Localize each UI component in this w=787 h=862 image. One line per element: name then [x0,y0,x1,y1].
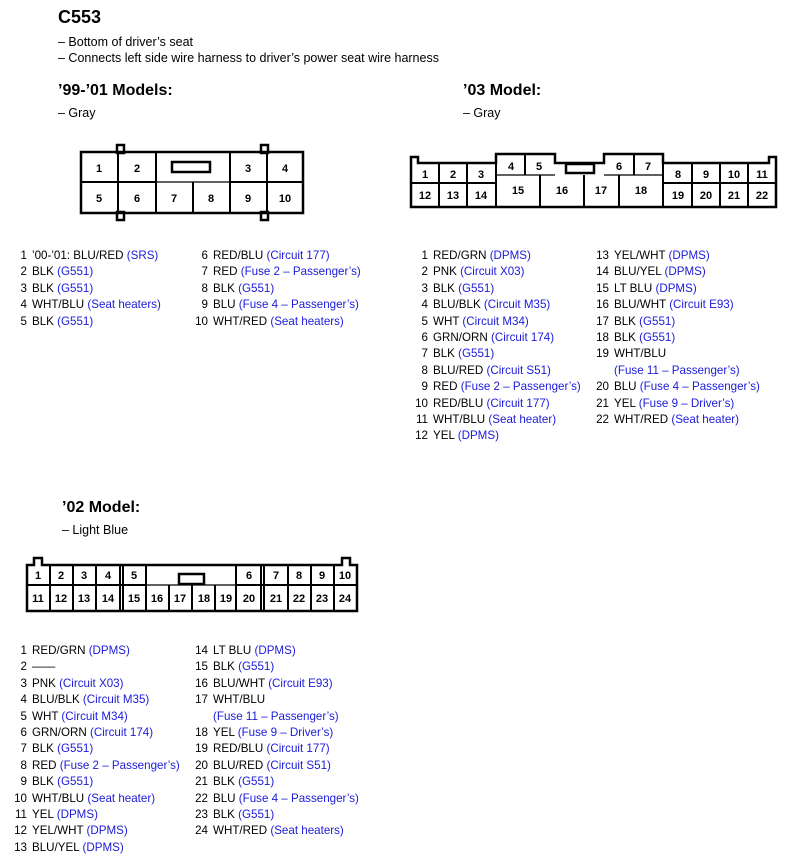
wire-color: BLU/WHT [614,298,670,312]
pin-number: 8 [421,363,428,377]
pin-number: 16 [596,298,609,312]
circuit-reference: (DPMS) [655,281,697,295]
pin-label: 9 [702,169,710,181]
color-note-02: – Light Blue [62,523,129,537]
pin-number: 6 [201,249,208,262]
wire-color: RED [433,380,461,394]
circuit-reference: (Fuse 2 – Passenger’s) [240,265,361,279]
pin-label: 15 [511,185,525,197]
circuit-reference: (Circuit X03) [59,676,124,690]
color-note-99-01: – Gray [58,106,96,120]
circuit-reference: (G551) [639,314,676,328]
pin-label: 7 [170,193,178,205]
pin-entry [11,823,128,839]
pin-number: 3 [20,676,27,690]
pin-label: 22 [755,190,769,202]
pin-label: 10 [338,570,352,582]
pin-number: 14 [195,644,208,657]
circuit-reference: (Fuse 2 – Passenger’s) [59,758,180,772]
wire-color: YEL [32,808,57,821]
pin-label: 1 [421,169,429,181]
wire-color: BLU [614,380,640,394]
pin-entry [593,297,734,313]
pin-number: 17 [596,314,609,328]
circuit-reference: (Seat heater) [671,413,739,426]
circuit-reference: (G551) [57,281,94,295]
pin-label: 15 [127,593,141,605]
pin-number: 10 [195,314,208,328]
wire-color: BLK [32,281,58,295]
pin-entry [593,379,760,395]
circuit-reference: (Fuse 11 – Passenger’s) [213,709,339,723]
circuit-reference: (G551) [57,314,94,328]
pin-entry [193,297,359,313]
wire-color: RED [32,758,60,772]
circuit-reference: (DPMS) [82,840,124,854]
wire-color: BLK [32,742,58,756]
pin-label: 8 [295,570,303,582]
pin-entry [193,643,296,659]
pin-number: 20 [195,758,208,772]
pin-entry [593,248,710,264]
wire-color: WHT/BLU [433,413,489,426]
wire-color: RED/BLU [213,742,267,756]
wire-color: BLU/RED [433,363,487,377]
pin-entry [413,396,550,412]
pin-number: 19 [195,742,208,756]
pin-number: 8 [201,281,208,295]
section-title-02: ’02 Model: [62,499,141,516]
wire-color: RED [213,265,241,279]
wire-color: YEL/WHT [32,824,87,838]
wire-color: YEL/WHT [614,249,669,262]
pin-entry [13,297,161,313]
pin-number: 1 [421,249,428,262]
color-note-03: – Gray [463,106,501,120]
wire-color: ’00-’01: BLU/RED [32,249,127,262]
section-title-03: ’03 Model: [463,82,542,99]
circuit-reference: (Seat heaters) [87,298,161,312]
pin-entry [193,264,361,280]
location-description: – Bottom of driver’s seat [58,35,194,49]
wire-color: BLK [213,281,239,295]
harness-description: – Connects left side wire harness to driver’s power seat wire harness [58,51,439,65]
pin-number: 4 [20,298,27,312]
wire-color: WHT/BLU [32,791,88,805]
circuit-reference: (Circuit M35) [483,298,551,312]
pin-label: 7 [644,161,652,173]
pin-entry [11,676,124,692]
wire-color: BLK [213,660,239,674]
connector-title: C553 [58,7,102,27]
pin-entry [593,281,697,297]
pin-number: 22 [195,791,208,805]
connector-diagram-03 [408,151,780,211]
wire-color: LT BLU [213,644,255,657]
pin-label: 3 [477,169,485,181]
pin-number: 10 [14,791,27,805]
pin-label: 4 [507,161,515,173]
pin-entry [193,709,339,725]
pin-number: 9 [20,775,27,789]
circuit-reference: (Circuit X03) [460,265,525,279]
pin-label: 2 [449,169,457,181]
circuit-reference: (Fuse 9 – Driver’s) [237,726,334,739]
circuit-reference: (G551) [57,742,94,756]
pin-entry [593,330,675,346]
pin-label: 18 [634,185,648,197]
pin-number: 21 [195,775,208,789]
pin-label: 13 [446,190,460,202]
circuit-reference: (Circuit 177) [486,396,550,410]
pin-entry [593,264,706,280]
pin-label: 21 [269,593,283,605]
pin-number: 21 [596,396,609,410]
pin-entry [11,758,180,774]
pin-entry [593,412,739,428]
pin-entry [11,791,155,807]
pin-number: 15 [195,660,208,674]
pin-entry [413,346,494,362]
pin-label: 17 [173,593,187,605]
circuit-reference: (Seat heater) [488,413,557,426]
wire-color: BLK [614,314,640,328]
circuit-reference: (Circuit 177) [266,249,330,262]
pin-label: 19 [671,190,685,202]
pin-label: 4 [281,163,289,175]
pin-entry [193,807,274,823]
pin-label: 12 [54,593,68,605]
pin-entry [193,248,330,264]
pin-number: 4 [20,693,27,707]
pin-number: 20 [596,380,609,394]
pin-number: 4 [421,298,428,312]
pin-number: 5 [20,314,27,328]
pin-label: 1 [95,163,103,175]
circuit-reference: (G551) [57,775,94,789]
circuit-reference: (G551) [238,808,275,821]
pin-number: 9 [421,380,428,394]
pin-number: 5 [20,709,27,723]
pin-number: 13 [596,249,609,262]
wire-color: RED/GRN [32,644,89,657]
pin-label: 10 [727,169,741,181]
pin-label: 14 [101,593,115,605]
pin-label: 16 [150,593,164,605]
wire-color: LT BLU [614,281,656,295]
circuit-reference: (Fuse 4 – Passenger’s) [238,791,359,805]
wire-color: BLU/WHT [213,676,269,690]
pin-entry [413,363,551,379]
circuit-reference: (Fuse 11 – Passenger’s) [614,363,740,377]
pin-label: 18 [197,593,211,605]
circuit-reference: (G551) [639,331,676,344]
pin-entry [193,791,359,807]
wire-color: PNK [32,676,60,690]
wire-color: BLK [433,347,459,361]
pin-entry [11,741,93,757]
circuit-reference: (Seat heaters) [270,314,344,328]
pin-number: 2 [421,265,428,279]
pin-entry [11,807,98,823]
circuit-reference: (DPMS) [86,824,128,838]
pin-label: 5 [535,161,543,173]
wire-color: BLU/BLK [433,298,484,312]
pin-label: 3 [80,570,88,582]
pin-number: 19 [596,347,609,361]
pin-number: 2 [20,265,27,279]
circuit-reference: (Fuse 4 – Passenger’s) [238,298,359,312]
pin-entry [413,314,529,330]
wire-color: BLU/YEL [32,840,83,854]
pin-entry [413,264,525,280]
pin-number: 5 [421,314,428,328]
pin-entry [193,823,344,839]
pin-number: 6 [20,726,27,739]
pin-entry [413,248,531,264]
circuit-reference: (Circuit S51) [486,363,551,377]
circuit-reference: (Seat heaters) [270,824,344,838]
circuit-reference: (DPMS) [88,644,130,657]
pin-label: 1 [34,570,42,582]
pin-number: 22 [596,413,609,426]
pin-entry [193,676,333,692]
wire-color: BLU/YEL [614,265,665,279]
wire-color: YEL [433,429,458,443]
pin-number: 6 [421,331,428,344]
wire-color: BLU/BLK [32,693,83,707]
pin-entry [193,692,265,708]
wire-color: WHT/RED [614,413,672,426]
circuit-reference: (Circuit M34) [462,314,529,328]
wire-color: —— [32,660,56,674]
wire-color: WHT/RED [213,314,271,328]
pin-label: 20 [242,593,256,605]
circuit-reference: (Circuit S51) [266,758,331,772]
pin-label: 20 [699,190,713,202]
pin-number: 23 [195,808,208,821]
circuit-reference: (Circuit 174) [89,726,154,739]
pin-entry [11,692,149,708]
pin-label: 8 [674,169,682,181]
pin-entry [11,643,130,659]
circuit-reference: (Seat heater) [87,791,156,805]
pin-number: 24 [195,824,208,838]
pin-label: 13 [77,593,91,605]
pin-number: 9 [201,298,208,312]
pin-label: 6 [245,570,253,582]
pin-number: 16 [195,676,208,690]
pin-entry [11,659,55,675]
wire-color: BLK [32,265,58,279]
circuit-reference: (DPMS) [254,644,296,657]
pin-entry [413,428,499,444]
circuit-reference: (DPMS) [668,249,710,262]
circuit-reference: (Circuit M35) [82,693,150,707]
circuit-reference: (Circuit 177) [266,742,330,756]
wire-color: RED/BLU [433,396,487,410]
pin-entry [193,774,274,790]
pin-label: 11 [32,593,44,605]
wire-color: YEL [213,726,238,739]
pin-entry [413,330,554,346]
pin-label: 7 [272,570,280,582]
pin-label: 17 [594,185,608,197]
wire-color: WHT/RED [213,824,271,838]
pin-number: 12 [415,429,428,443]
pin-label: 21 [727,190,741,202]
pin-label: 14 [474,190,488,202]
wire-color: GRN/ORN [32,726,90,739]
circuit-reference: (DPMS) [489,249,531,262]
pin-label: 10 [278,193,292,205]
circuit-reference: (Circuit E93) [669,298,734,312]
wire-color: WHT/BLU [614,347,667,361]
pin-number: 1 [20,644,27,657]
pin-entry [11,725,153,741]
circuit-reference: (G551) [458,281,495,295]
pin-entry [593,396,734,412]
circuit-reference: (DPMS) [664,265,706,279]
pin-label: 22 [292,593,306,605]
pin-entry [413,379,581,395]
pin-entry [193,281,274,297]
wire-color: BLK [213,808,239,821]
pin-label: 23 [315,593,329,605]
circuit-reference: (Circuit 174) [490,331,555,344]
pin-number: 17 [195,693,208,707]
pin-label: 4 [104,570,112,582]
pin-number: 11 [14,808,27,821]
wire-color: WHT [32,709,62,723]
wire-color: BLK [32,775,58,789]
pin-entry [11,840,124,856]
pin-label: 9 [244,193,252,205]
pin-label: 2 [133,163,141,175]
pin-entry [13,248,158,264]
wire-color: PNK [433,265,461,279]
circuit-reference: (Fuse 2 – Passenger’s) [460,380,581,394]
wire-color: BLK [213,775,239,789]
connector-diagram-02 [24,556,362,616]
circuit-reference: (G551) [238,660,275,674]
wire-color: BLU [213,791,239,805]
pin-label: 12 [418,190,432,202]
pin-entry [593,346,666,362]
wire-color: GRN/ORN [433,331,491,344]
circuit-reference: (DPMS) [56,808,98,821]
wire-color: YEL [614,396,639,410]
circuit-reference: (G551) [238,281,275,295]
circuit-reference: (G551) [57,265,94,279]
pin-entry [593,363,740,379]
pin-number: 18 [195,726,208,739]
pin-label: 3 [244,163,252,175]
circuit-reference: (DPMS) [457,429,499,443]
pin-entry [593,314,675,330]
pin-number: 1 [20,249,27,262]
circuit-reference: (Circuit M34) [61,709,128,723]
wire-color: WHT/BLU [32,298,88,312]
pin-label: 6 [615,161,623,173]
pin-entry [11,709,128,725]
wire-color: RED/GRN [433,249,490,262]
pin-label: 5 [130,570,138,582]
wire-color: BLU [213,298,239,312]
wire-color: WHT [433,314,463,328]
pin-label: 24 [338,593,352,605]
wire-color: BLK [614,331,640,344]
pin-number: 13 [14,840,27,854]
pin-number: 2 [20,660,27,674]
pin-entry [413,412,556,428]
pin-number: 8 [20,758,27,772]
pin-entry [193,314,344,330]
pin-label: 2 [57,570,65,582]
wire-color: BLK [32,314,58,328]
pin-number: 7 [421,347,428,361]
circuit-reference: (SRS) [126,249,159,262]
circuit-reference: (Fuse 9 – Driver’s) [638,396,735,410]
pin-entry [413,297,550,313]
pin-entry [193,659,274,675]
wire-color: WHT/BLU [213,693,266,707]
section-title-99-01: ’99-’01 Models: [58,82,173,99]
pin-number: 7 [201,265,208,279]
pin-label: 9 [318,570,326,582]
pin-number: 3 [20,281,27,295]
pin-entry [193,758,331,774]
circuit-reference: (Circuit E93) [268,676,333,690]
wire-color: BLU/RED [213,758,267,772]
pin-entry [193,741,330,757]
pin-number: 7 [20,742,27,756]
pin-number: 12 [14,824,27,838]
pin-number: 11 [415,413,428,426]
pin-number: 3 [421,281,428,295]
pin-entry [13,281,93,297]
pin-label: 11 [756,169,768,181]
circuit-reference: (G551) [238,775,275,789]
pin-entry [193,725,333,741]
circuit-reference: (Fuse 4 – Passenger’s) [639,380,760,394]
circuit-reference: (G551) [458,347,495,361]
pin-entry [413,281,494,297]
pin-number: 10 [415,396,428,410]
wire-color: BLK [433,281,459,295]
pin-label: 16 [555,185,569,197]
pin-label: 8 [207,193,215,205]
pin-entry [13,314,93,330]
wire-color: RED/BLU [213,249,267,262]
pin-number: 15 [596,281,609,295]
connector-diagram-99-01 [78,142,306,222]
pin-number: 14 [596,265,609,279]
pin-label: 6 [133,193,141,205]
pin-number: 18 [596,331,609,344]
pin-entry [13,264,93,280]
pin-label: 19 [219,593,233,605]
pin-label: 5 [95,193,103,205]
pin-entry [11,774,93,790]
